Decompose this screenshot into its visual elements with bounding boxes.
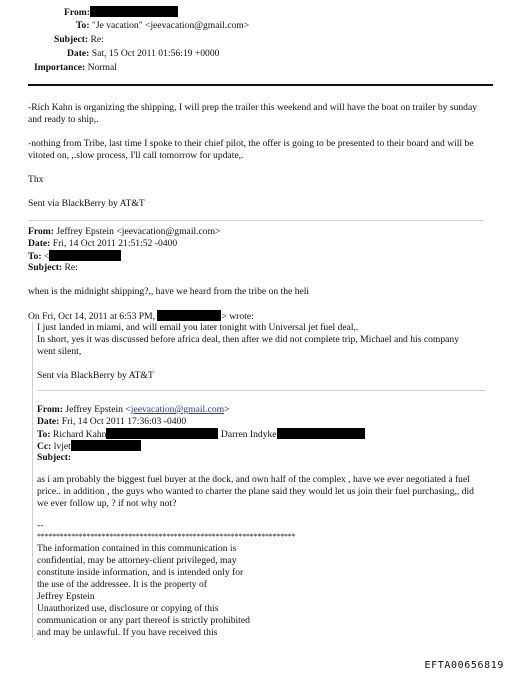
quoted-date-row — [37, 416, 186, 428]
from-label: From: — [28, 226, 54, 237]
redaction-block — [49, 250, 121, 261]
quote-bar — [32, 322, 33, 638]
disclaimer-line: and may be unlawful. If you have received this — [37, 627, 218, 638]
from-close: > — [224, 404, 230, 415]
to-second: Darren Indyke — [220, 429, 277, 440]
quoted-line: In short, yes it was discussed before africa deal, then after we did not complete trip, Michael and his company went silent, — [37, 334, 459, 357]
subject-value: Re: — [64, 262, 78, 273]
to-value: Richard Kahn — [52, 429, 107, 440]
subject-label: Subject: — [37, 452, 72, 463]
subject-label: Subject: — [54, 34, 89, 45]
signature: Sent via BlackBerry by AT&T — [37, 370, 154, 381]
from-value: Jeffrey Epstein <jeevacation@gmail.com> — [56, 226, 221, 237]
message-paragraph: -Rich Kahn is organizing the shipping, I will prep the trailer this weekend and will have the boat on trailer by sunday and ready to ship,. — [28, 102, 478, 125]
quoted-from-row — [28, 226, 220, 238]
disclaimer-line: The information contained in this communication is — [37, 543, 237, 554]
redaction-block — [277, 428, 365, 439]
cc-label: Cc: — [37, 441, 52, 452]
from-label: From: — [64, 7, 90, 18]
date-value: Sat, 15 Oct 2011 01:56:19 +0000 — [91, 48, 220, 59]
redaction-block — [157, 310, 221, 321]
star-separator: ******************************************************************** — [37, 532, 296, 541]
date-value: Fri, 14 Oct 2011 21:51:52 -0400 — [52, 238, 178, 249]
to-row — [76, 20, 249, 32]
disclaimer-line: confidential, may be attorney-client privileged, may — [37, 555, 237, 566]
quote-divider — [28, 220, 484, 221]
from-name: Jeffrey Epstein < — [65, 404, 131, 415]
document-id: EFTA00656819 — [424, 660, 504, 671]
date-label: Date: — [37, 416, 60, 427]
to-label: To: — [37, 429, 51, 440]
wrote-suffix: > wrote: — [221, 311, 254, 322]
date-label: Date: — [67, 48, 90, 59]
quoted-line: I just landed in miami, and will email you later tonight with Universal jet fuel deal,. — [37, 322, 359, 333]
from-label: From: — [37, 404, 63, 415]
date-row — [67, 48, 219, 60]
redaction-block — [106, 428, 218, 439]
redaction-block — [90, 6, 178, 17]
thanks-text: Thx — [28, 174, 44, 185]
signature: Sent via BlackBerry by AT&T — [28, 198, 145, 209]
to-label: To: — [28, 251, 42, 262]
to-prefix: < — [43, 251, 50, 262]
date-label: Date: — [28, 238, 51, 249]
disclaimer-line: constitute inside information, and is intended only for — [37, 567, 244, 578]
message-paragraph: -nothing from Tribe, last time I spoke to their chief pilot, the offer is going to be presented to their board and will be vitoted on, ,.slow process, I'll call tomorrow for update,. — [28, 138, 474, 161]
redaction-block — [71, 440, 141, 451]
subject-value: Re: — [90, 34, 104, 45]
header-divider — [28, 84, 493, 86]
email-link[interactable]: jeevacation@gmail.com — [130, 404, 225, 415]
importance-label: Importance: — [34, 62, 86, 73]
importance-row — [34, 62, 117, 74]
quoted-subject-row — [37, 452, 71, 464]
quoted-body: when is the midnight shipping?,, have we heard from the tribe on the heli — [28, 286, 310, 297]
quoted-subject-row — [28, 262, 78, 274]
subject-label: Subject: — [28, 262, 63, 273]
disclaimer-line: communication or any part thereof is strictly prohibited — [37, 615, 250, 626]
disclaimer-line: Jeffrey Epstein — [37, 591, 95, 602]
disclaimer-line: Unauthorized use, disclosure or copying of this — [37, 603, 219, 614]
from-row — [64, 6, 178, 19]
subject-row — [54, 34, 104, 46]
wrote-prefix: On Fri, Oct 14, 2011 at 6:53 PM, — [28, 311, 156, 322]
to-label: To: — [76, 20, 90, 31]
cc-value: lvjet — [53, 441, 71, 452]
to-value: "Je vacation" <jeevacation@gmail.com> — [91, 20, 250, 31]
disclaimer-line: the use of the addressee. It is the property of — [37, 579, 207, 590]
quoted-body: as i am probably the biggest fuel buyer at the dock, and own half of the complex , have we ever negotiated a fuel price.. in addition , the guys who wanted to charter the plane said they would let us join their fuel purchasing,, did we ever follow up, ? if not why not? — [37, 474, 474, 509]
quote-divider — [37, 390, 485, 391]
importance-value: Normal — [87, 62, 117, 73]
quoted-date-row — [28, 238, 177, 250]
quoted-from-row — [37, 404, 230, 416]
date-value: Fri, 14 Oct 2011 17:36:03 -0400 — [61, 416, 187, 427]
signature-dashes: -- — [37, 520, 44, 531]
